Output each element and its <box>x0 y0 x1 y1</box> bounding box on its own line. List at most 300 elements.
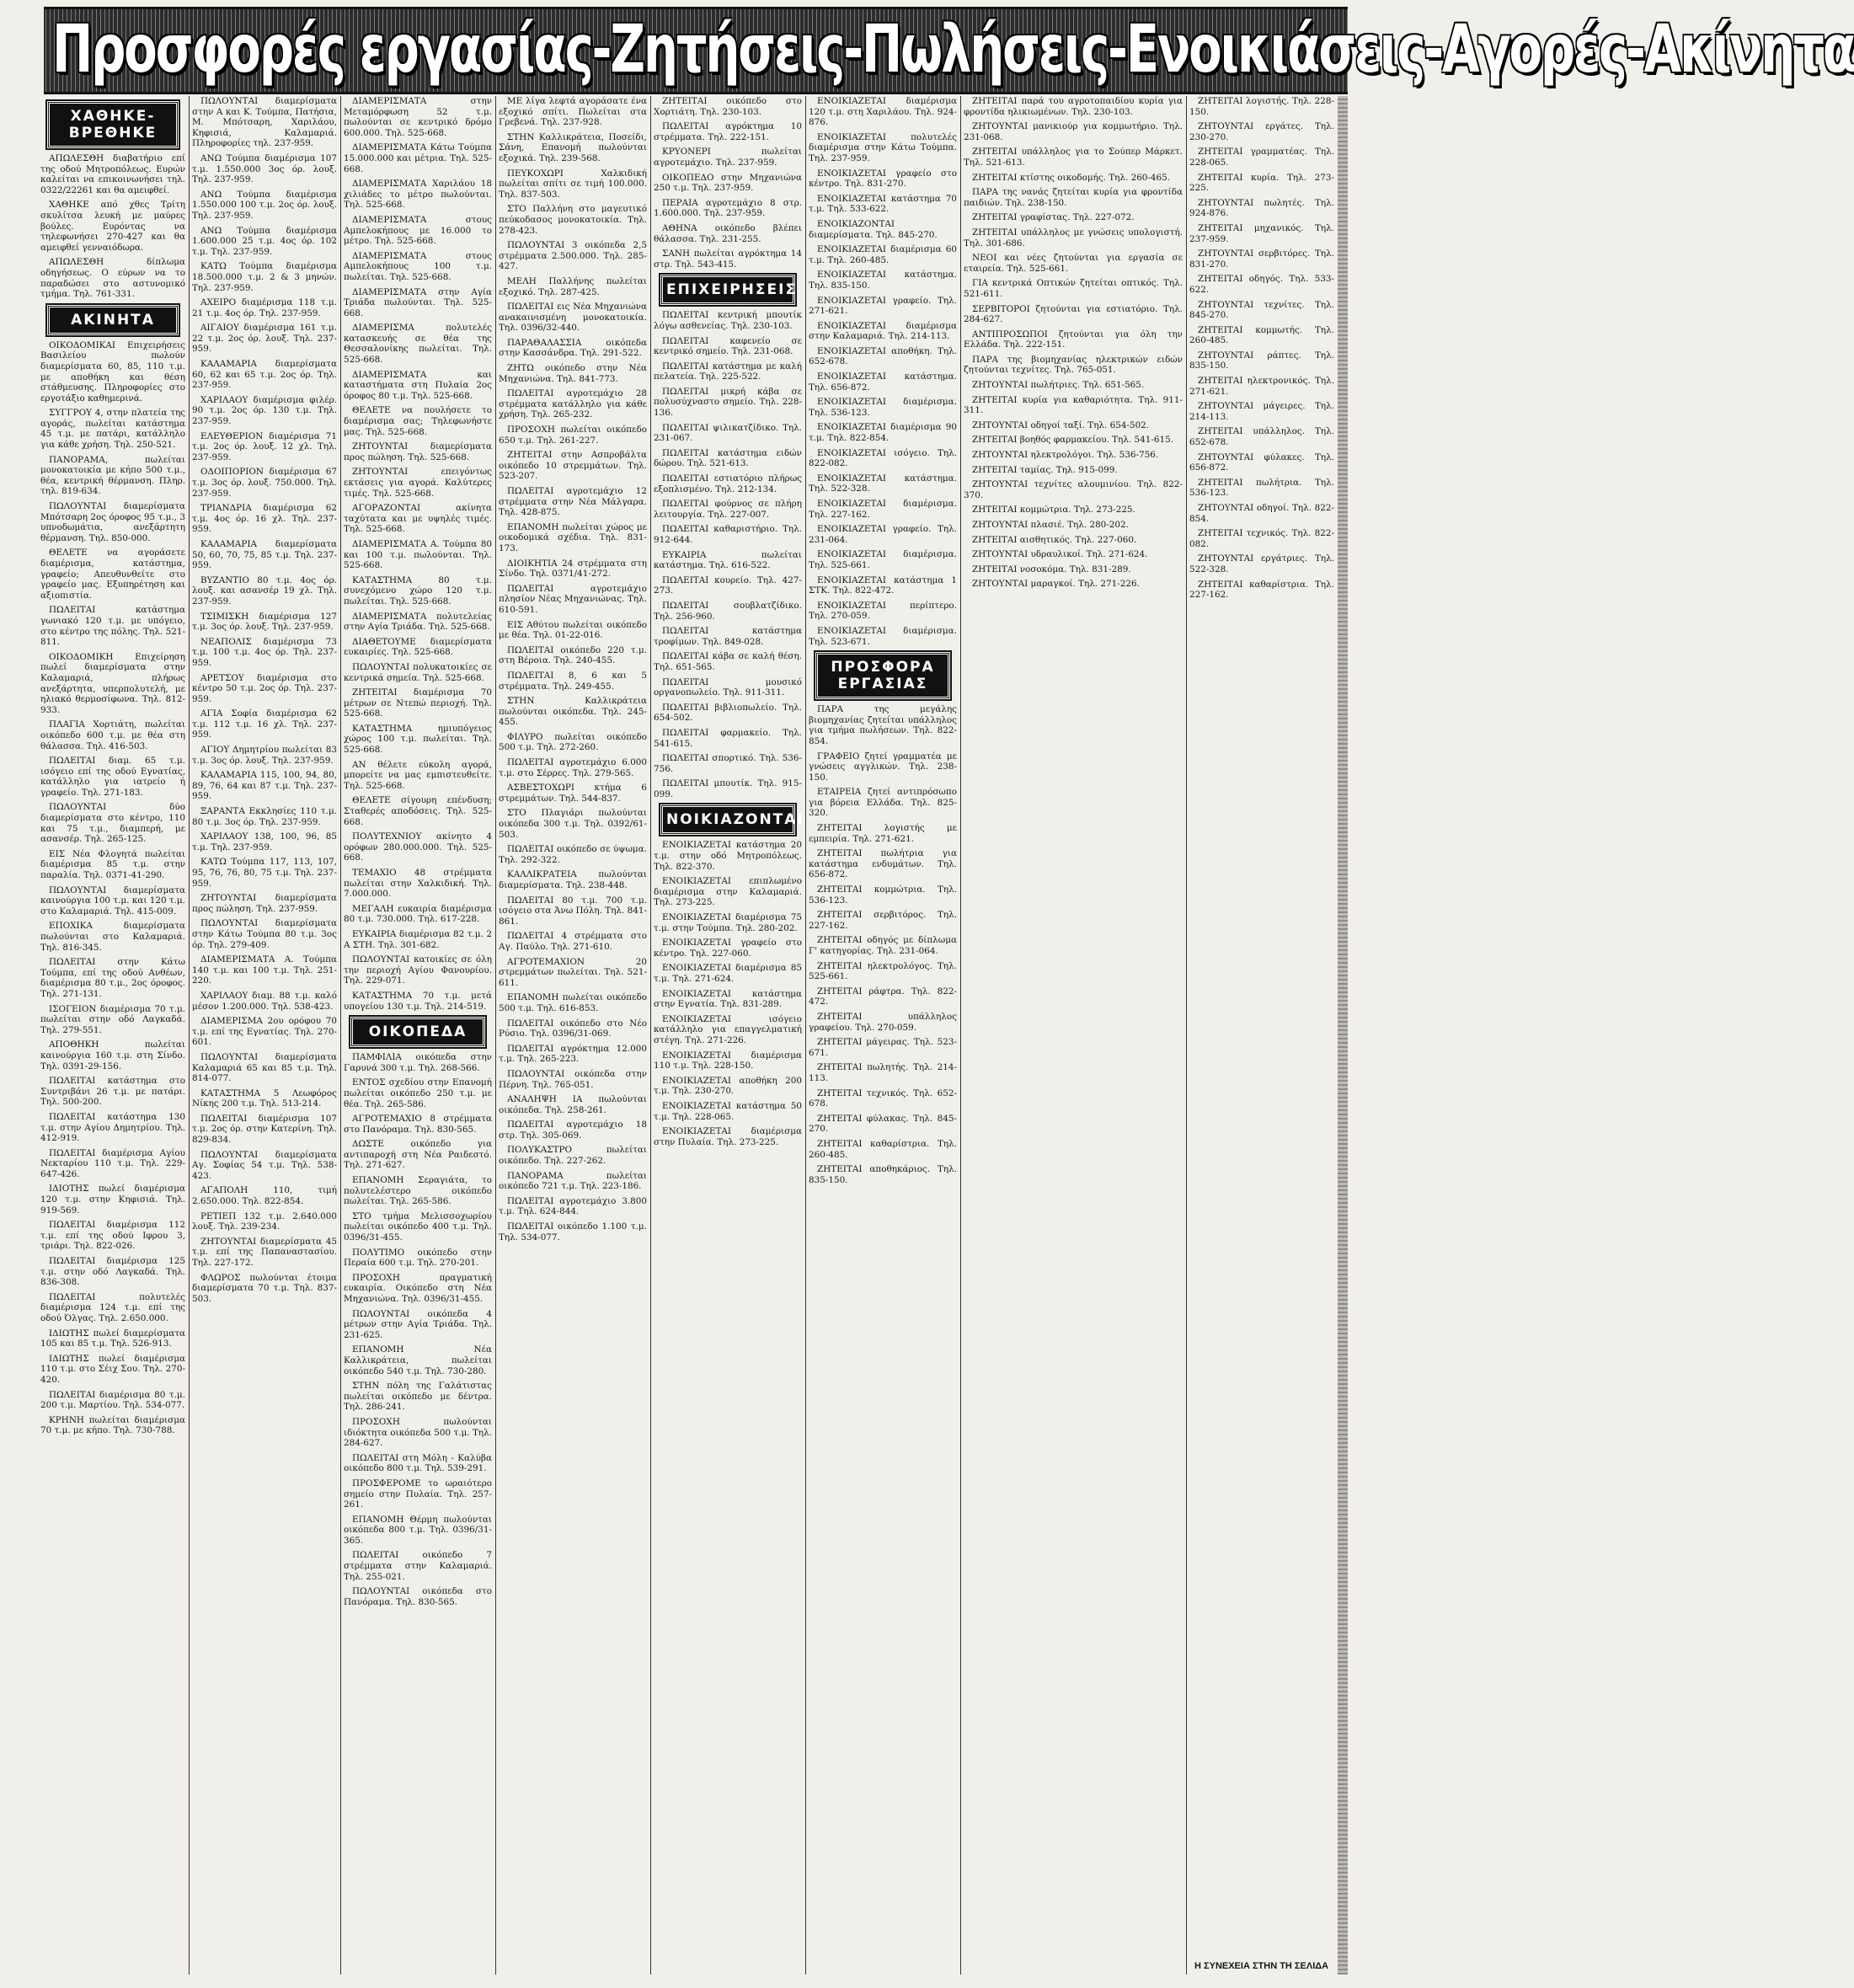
classified-ad: ΖΗΤΕΙΤΑΙ υπάλληλος για το Σούπερ Μάρκετ. Τηλ. 521-613. <box>964 147 1183 168</box>
classified-ad: ΖΗΤΟΥΝΤΑΙ διαμερίσματα προς πώληση. Τηλ. 237-959. <box>192 893 337 914</box>
classified-ad: ΕΝΟΙΚΙΑΖΕΤΑΙ διαμέρισμα στην Καλαμαριά. Τηλ. 214-113. <box>809 320 957 342</box>
classified-ad: ΦΛΩΡΟΣ πωλούνται έτοιμα διαμερίσματα 70 τ.μ. Τηλ. 837-503. <box>192 1272 337 1304</box>
classified-ad: ΓΙΑ κεντρικά Οπτικών ζητείται οπτικός. Τηλ. 521-611. <box>964 278 1183 299</box>
classified-ad: ΖΗΤΟΥΝΤΑΙ μαραγκοί. Τηλ. 271-226. <box>972 579 1140 590</box>
classified-ad: ΕΝΟΙΚΙΑΖΕΤΑΙ διαμέρισμα. Τηλ. 525-661. <box>809 549 957 570</box>
classified-ad: ΦΙΛΥΡΟ πωλείται οικόπεδο 500 τ.μ. Τηλ. 272-260. <box>499 731 647 753</box>
classified-ad: ΠΡΟΣΟΧΗ πωλούνται ιδιόκτητα οικόπεδα 500 τ.μ. Τηλ. 284-627. <box>344 1416 492 1449</box>
section-header-land: ΟΙΚΟΠΕΔΑ <box>350 1017 485 1047</box>
classified-ad: ΔΙΑΜΕΡΙΣΜΑ 2ου ορόφου 70 τ.μ. επί της Εγνατίας. Τηλ. 270-601. <box>192 1016 337 1048</box>
classified-ad: ΠΩΛΕΙΤΑΙ οικόπεδο 220 τ.μ. στη Βέροια. Τηλ. 240-455. <box>499 644 647 666</box>
classified-ad: ΠΩΛΕΙΤΑΙ 8, 6 και 5 στρέμματα. Τηλ. 249-455. <box>499 670 647 692</box>
classified-ad: ΑΝΑΛΗΨΗ ΙΑ πωλούνται οικόπεδα. Τηλ. 258-261. <box>499 1094 647 1115</box>
classified-ad: ΠΩΛΕΙΤΑΙ διαμέρισμα 107 τ.μ. 2ος όρ. στην Κατερίνη. Τηλ. 829-834. <box>192 1113 337 1146</box>
classified-ad: ΣΕΡΒΙΤΟΡΟΙ ζητούνται για εστιατόριο. Τηλ. 284-627. <box>964 303 1183 325</box>
classified-ad: ΑΝΩ Τούμπα διαμέρισμα 1.600.000 25 τ.μ. 4ος όρ. 102 τ.μ. Τηλ. 237-959. <box>192 225 337 257</box>
classified-ad: ΔΙΑΜΕΡΙΣΜΑΤΑ πολυτελείας στην Αγία Τριάδα. Τηλ. 525-668. <box>344 611 492 633</box>
classified-ad: ΕΝΟΙΚΙΑΖΕΤΑΙ διαμέρισμα 110 τ.μ. Τηλ. 228-150. <box>654 1050 802 1071</box>
classified-ad: ΑΝΤΙΠΡΟΣΩΠΟΙ ζητούνται για όλη την Ελλάδα. Τηλ. 222-151. <box>964 329 1183 350</box>
classified-ad: ΖΗΤΟΥΝΤΑΙ τεχνίτες αλουμινίου. Τηλ. 822-370. <box>964 479 1183 500</box>
classified-ad: ΖΗΤΕΙΤΑΙ κομμώτρια. Τηλ. 536-123. <box>809 884 957 906</box>
classified-ad: ΑΡΕΤΣΟΥ διαμέρισμα στο κέντρο 50 τ.μ. 2ος όρ. Τηλ. 237-959. <box>192 672 337 704</box>
column-divider <box>805 96 806 1975</box>
classified-ad: ΠΩΛΕΙΤΑΙ οικόπεδο στο Νέο Ρύσιο. Τηλ. 0396/31-069. <box>499 1018 647 1039</box>
classified-ad: ΔΙΟΙΚΗΤΙΑ 24 στρέμματα στη Σίνδο. Τηλ. 0371/41-272. <box>499 558 647 580</box>
classified-ad: ΖΗΤΕΙΤΑΙ κυρία. Τηλ. 273-225. <box>1189 172 1334 194</box>
classified-ad: ΕΠΟΧΙΚΑ διαμερίσματα πωλούνται στο Καλαμαριά. Τηλ. 816-345. <box>40 921 185 953</box>
classified-ad: ΔΙΑΜΕΡΙΣΜΑΤΑ στους Αμπελοκήπους με 16.000 το μέτρο. Τηλ. 525-668. <box>344 214 492 247</box>
classified-ad: ΖΗΤΕΙΤΑΙ τεχνικός. Τηλ. 822-082. <box>1189 528 1334 549</box>
classified-ad: ΠΑΡΑ της βιομηχανίας ηλεκτρικών ειδών ζητούνται τεχνίτες. Τηλ. 765-051. <box>964 354 1183 376</box>
classified-ad: ΠΩΛΕΙΤΑΙ σουβλατζίδικο. Τηλ. 256-960. <box>654 600 802 622</box>
classified-ad: ΠΩΛΕΙΤΑΙ αγροτεμάχιο 6.000 τ.μ. στο Σέρρες. Τηλ. 279-565. <box>499 757 647 778</box>
classified-ad: ΖΗΤΟΥΝΤΑΙ ράπτες. Τηλ. 835-150. <box>1189 350 1334 371</box>
classified-ad: ΑΠΩΛΕΣΘΗ διαβατήριο επί της οδού Μητροπόλεως. Ευρών καλείται να επικοινωνήσει τηλ. 0322/22261 και θα αμειφθεί. <box>40 153 185 195</box>
classified-ad: ΑΝΩ Τούμπα διαμέρισμα 107 τ.μ. 1.550.000 3ος όρ. λουξ. Τηλ. 237-959. <box>192 152 337 185</box>
classified-ad: ΠΩΛΕΙΤΑΙ κουρείο. Τηλ. 427-273. <box>654 574 802 596</box>
classified-ad: ΖΗΤΕΙΤΑΙ γραμματέας. Τηλ. 228-065. <box>1189 147 1334 168</box>
classified-ad: ΑΣΒΕΣΤΟΧΩΡΙ κτήμα 6 στρεμμάτων. Τηλ. 544-837. <box>499 783 647 804</box>
classified-ad: ΖΗΤΕΙΤΑΙ κομμώτρια. Τηλ. 273-225. <box>972 505 1135 516</box>
classified-ad: ΖΗΤΕΙΤΑΙ λογιστής. Τηλ. 228-150. <box>1189 96 1334 117</box>
classified-ad: ΠΩΛΕΙΤΑΙ διαμέρισμα 112 τ.μ. επί της οδού Ιφρου 3, τριάρι. Τηλ. 822-026. <box>40 1220 185 1252</box>
classified-ad: ΖΗΤΟΥΝΤΑΙ διαμερίσματα προς πώληση. Τηλ. 525-668. <box>344 441 492 462</box>
classified-ad: ΕΝΟΙΚΙΑΖΕΤΑΙ διαμέρισμα 120 τ.μ. στη Χαριλάου. Τηλ. 924-876. <box>809 96 957 128</box>
classified-ad: ΠΡΟΣΟΧΗ πωλείται οικόπεδο 650 τ.μ. Τηλ. 261-227. <box>499 425 647 446</box>
classified-ad: ΠΑΜΦΙΛΙΑ οικόπεδα στην Γαρυνά 300 τ.μ. Τηλ. 268-566. <box>344 1052 492 1073</box>
classified-ad: ΖΗΤΕΙΤΑΙ παρά του αγροτοπαιδίου κυρία για φροντίδα ηλικιωμένων. Τηλ. 230-103. <box>964 96 1183 117</box>
classified-ad: ΠΩΛΕΙΤΑΙ διαμέρισμα Αγίου Νεκταρίου 110 τ.μ. Τηλ. 229-647-426. <box>40 1147 185 1179</box>
classified-ad: ΕΝΟΙΚΙΑΖΕΤΑΙ διαμέρισμα 60 τ.μ. Τηλ. 260-485. <box>809 244 957 265</box>
classified-ad: ΚΡΥΟΝΕΡΙ πωλείται αγροτεμάχιο. Τηλ. 237-959. <box>654 147 802 168</box>
section-header-business: ΕΠΙΧΕΙΡΗΣΕΙΣ <box>660 275 795 305</box>
classified-ad: ΖΗΤΕΙΤΑΙ πωλητής. Τηλ. 214-113. <box>809 1062 957 1083</box>
classified-ad: ΕΝΟΙΚΙΑΖΕΤΑΙ διαμέρισμα. Τηλ. 523-671. <box>809 625 957 647</box>
ad-list <box>964 96 1183 590</box>
classified-ad: ΖΗΤΟΥΝΤΑΙ οδηγοί ταξί. Τηλ. 654-502. <box>972 420 1150 430</box>
ad-list <box>192 96 337 1304</box>
classified-ad: ΕΝΟΙΚΙΑΖΕΤΑΙ διαμέρισμα 75 τ.μ. στην Τούμπα. Τηλ. 280-202. <box>654 912 802 933</box>
classified-ad: ΧΑΡΙΛΑΟΥ 138, 100, 96, 85 τ.μ. Τηλ. 237-959. <box>192 831 337 852</box>
column-divider <box>495 96 496 1975</box>
classified-ad: ΕΝΟΙΚΙΑΖΕΤΑΙ διαμέρισμα. Τηλ. 536-123. <box>809 397 957 418</box>
classified-ad: ΝΕΑΠΟΛΙΣ διαμέρισμα 73 τ.μ. 100 τ.μ. 4ος όρ. Τηλ. 237-959. <box>192 636 337 668</box>
classified-ad: ΕΝΟΙΚΙΑΖΕΤΑΙ ισόγειο κατάλληλο για επαγγελματική στέγη. Τηλ. 271-226. <box>654 1013 802 1045</box>
classified-ad: ΠΩΛΕΙΤΑΙ αγροτεμάχιο 3.800 τ.μ. Τηλ. 624-844. <box>499 1195 647 1217</box>
classified-ad: ΕΝΟΙΚΙΑΖΕΤΑΙ περίπτερο. Τηλ. 270-059. <box>809 600 957 622</box>
classified-ad: ΣΑΝΗ πωλείται αγρόκτημα 14 στρ. Τηλ. 543-415. <box>654 248 802 270</box>
classified-ad: ΘΕΛΕΤΕ να αγοράσετε διαμέρισμα, κατάστημα, γραφείο; Απευθυνθείτε στο γραφείο μας. Εξυπηρέτηση και αξιοπιστία. <box>40 548 185 601</box>
classified-ad: ΑΓΑΠΟΛΗ 110, τιμή 2.650.000. Τηλ. 822-854. <box>192 1185 337 1207</box>
classified-ad: ΠΟΛΥΤΙΜΟ οικόπεδο στην Περαία 600 τ.μ. Τηλ. 270-201. <box>344 1247 492 1269</box>
classified-ad: ΠΩΛΕΙΤΑΙ οικόπεδο 7 στρέμματα στην Καλαμαριά. Τηλ. 255-021. <box>344 1550 492 1582</box>
column-divider <box>960 96 961 1975</box>
classified-ad: ΚΑΤΩ Τούμπα 117, 113, 107, 95, 76, 76, 80, 75 τ.μ. Τηλ. 237-959. <box>192 857 337 889</box>
classified-ad: ΖΗΤΕΙΤΑΙ οδηγός. Τηλ. 533-622. <box>1189 274 1334 295</box>
ad-list <box>654 310 802 799</box>
classified-ad: ΠΩΛΟΥΝΤΑΙ οικόπεδα στο Πανόραμα. Τηλ. 830-565. <box>344 1586 492 1607</box>
classified-ad: ΑΙΓΑΙΟΥ διαμέρισμα 161 τ.μ. 22 τ.μ. 2ος όρ. λουξ. Τηλ. 237-959. <box>192 323 337 355</box>
classified-ad: ΕΝΟΙΚΙΑΖΕΤΑΙ κατάστημα στην Εγνατία. Τηλ. 831-289. <box>654 988 802 1010</box>
classified-ad: ΚΑΤΑΣΤΗΜΑ 5 Λεωφόρος Νίκης 200 τ.μ. Τηλ. 513-214. <box>192 1088 337 1109</box>
classified-ad: ΖΗΤΕΙΤΑΙ ηλεκτρονικός. Τηλ. 271-621. <box>1189 376 1334 397</box>
classified-ad: ΔΙΑΜΕΡΙΣΜΑΤΑ και καταστήματα στη Πυλαία 2ος όροφος 80 τ.μ. Τηλ. 525-668. <box>344 369 492 401</box>
classified-ad: ΠΡΟΣΦΕΡΟΜΕ το ωραιότερο σημείο στην Πυλαία. Τηλ. 257-261. <box>344 1478 492 1510</box>
classified-ad: ΑΧΕΙΡΟ διαμέρισμα 118 τ.μ. 21 τ.μ. 4ος όρ. Τηλ. 237-959. <box>192 297 337 318</box>
classified-ad: ΘΕΛΕΤΕ να πουλήσετε το διαμέρισμα σας; Τηλεφωνήστε μας. Τηλ. 525-668. <box>344 405 492 437</box>
classified-ad: ΕΝΟΙΚΙΑΖΕΤΑΙ ισόγειο. Τηλ. 822-082. <box>809 447 957 469</box>
classified-ad: ΕΠΑΝΟΜΗ πωλείται οικόπεδο 500 τ.μ. Τηλ. 616-853. <box>499 992 647 1013</box>
classified-ad: ΖΗΤΕΙΤΑΙ αισθητικός. Τηλ. 227-060. <box>972 534 1137 545</box>
section-header-rent: ΝΟΙΚΙΑΖΟΝΤΑΙ <box>660 804 795 835</box>
classified-ad: ΠΩΛΟΥΝΤΑΙ διαμερίσματα καινούργια 100 τ.μ. και 120 τ.μ. στο Καλαμαριά. Τηλ. 415-009. <box>40 884 185 917</box>
classified-ad: ΖΗΤΩ οικόπεδο στην Νέα Μηχανιώνα. Τηλ. 841-773. <box>499 363 647 384</box>
classified-ad: ΖΗΤΕΙΤΑΙ ταμίας. Τηλ. 915-099. <box>972 464 1118 475</box>
classified-ad: ΠΟΛΥΤΕΧΝΙΟΥ ακίνητο 4 ορόφων 280.000.000. Τηλ. 525-668. <box>344 831 492 863</box>
classified-ad: ΧΑΡΙΛΑΟΥ διαμ. 88 τ.μ. καλό μέσον 1.200.000. Τηλ. 538-423. <box>192 990 337 1012</box>
classified-ad: ΑΓΙΟΥ Δημητρίου πωλείται 83 τ.μ. 3ος όρ. λουξ. Τηλ. 237-959. <box>192 745 337 766</box>
classified-ad: ΟΙΚΟΔΟΜΙΚΑΙ Επιχειρήσεις Βασιλείου πωλούν διαμερίσματα 60, 85, 110 τ.μ. με αποθήκη και θέση στάθμευσης. Πληροφορίες στο εργοτάξιο καθημερινά. <box>40 339 185 403</box>
classified-ad: ΖΗΤΕΙΤΑΙ υπάλληλος γραφείου. Τηλ. 270-059. <box>809 1011 957 1033</box>
classified-ad: ΖΗΤΕΙΤΑΙ οδηγός με δίπλωμα Γ' κατηγορίας. Τηλ. 231-064. <box>809 935 957 956</box>
classified-ad: ΖΗΤΕΙΤΑΙ κτίστης οικοδομής. Τηλ. 260-465. <box>972 172 1171 183</box>
classified-ad: ΖΗΤΕΙΤΑΙ νοσοκόμα. Τηλ. 831-289. <box>972 564 1131 574</box>
classified-ad: ΠΩΛΕΙΤΑΙ καθαριστήριο. Τηλ. 912-644. <box>654 524 802 545</box>
classified-ad: ΕΝΟΙΚΙΑΖΕΤΑΙ κατάστημα. Τηλ. 835-150. <box>809 270 957 291</box>
classified-ad: ΠΑΡΑΘΑΛΑΣΣΙΑ οικόπεδα στην Κασσάνδρα. Τηλ. 291-522. <box>499 337 647 359</box>
classified-ad: ΖΗΤΕΙΤΑΙ κυρία για καθαριότητα. Τηλ. 911-311. <box>964 394 1183 416</box>
classified-ad: ΔΙΑΜΕΡΙΣΜΑΤΑ Κάτω Τούμπα 15.000.000 και μέτρια. Τηλ. 525-668. <box>344 142 492 174</box>
column-3 <box>344 96 492 1975</box>
column-4 <box>499 96 647 1975</box>
classified-ad: ΖΗΤΟΥΝΤΑΙ οδηγοί. Τηλ. 822-854. <box>1189 503 1334 524</box>
classified-ad: ΑΓΟΡΑΖΟΝΤΑΙ ακίνητα ταχύτατα και με υψηλές τιμές. Τηλ. 525-668. <box>344 503 492 535</box>
classified-ad: ΑΓΙΑ Σοφία διαμέρισμα 62 τ.μ. 112 τ.μ. 16 χλ. Τηλ. 237-959. <box>192 708 337 740</box>
classified-ad: ΖΗΤΕΙΤΑΙ κομμωτής. Τηλ. 260-485. <box>1189 324 1334 346</box>
classified-ad: ΠΩΛΕΙΤΑΙ εις Νέα Μηχανιώνα ανακαινισμένη μονοκατοικία. Τηλ. 0396/32-440. <box>499 302 647 334</box>
classified-ad: ΖΗΤΕΙΤΑΙ διαμέρισμα 70 μέτρων σε Ντεπώ περιοχή. Τηλ. 525-668. <box>344 687 492 719</box>
classified-ad: ΠΑΡΑ της νανάς ζητείται κυρία για φροντίδα παιδιών. Τηλ. 238-150. <box>964 187 1183 208</box>
classified-ad: ΠΩΛΕΙΤΑΙ διαμέρισμα 80 τ.μ. 200 τ.μ. Μαρτίου. Τηλ. 534-077. <box>40 1389 185 1411</box>
classified-ad: ΠΩΛΕΙΤΑΙ μουσικό οργανοπωλείο. Τηλ. 911-311. <box>654 676 802 698</box>
page-edge <box>1338 96 1348 1975</box>
classified-ad: ΤΕΜΑΧΙΟ 48 στρέμματα πωλείται στην Χαλκιδική. Τηλ. 7.000.000. <box>344 868 492 900</box>
column-6 <box>809 96 957 1975</box>
classified-ad: ΠΩΛΕΙΤΑΙ κατάστημα με καλή πελατεία. Τηλ. 225-522. <box>654 361 802 382</box>
classified-ad: ΤΣΙΜΙΣΚΗ διαμέρισμα 127 τ.μ. 3ος όρ. λουξ. Τηλ. 237-959. <box>192 611 337 633</box>
classified-ad: ΠΩΛΕΙΤΑΙ αγροτεμάχιο 12 στρέμματα στην Νέα Μάλγαρα. Τηλ. 428-875. <box>499 486 647 518</box>
classified-ad: ΠΩΛΕΙΤΑΙ 80 τ.μ. 700 τ.μ. ισόγειο στα Άνω Πόλη. Τηλ. 841-861. <box>499 895 647 927</box>
classified-ad: ΖΗΤΟΥΝΤΑΙ πωλητές. Τηλ. 924-876. <box>1189 197 1334 219</box>
classified-ad: ΞΑΡΑΝΤΑ Εκκλησίες 110 τ.μ. 80 τ.μ. 3ος όρ. Τηλ. 237-959. <box>192 806 337 827</box>
classified-ad: ΖΗΤΕΙΤΑΙ μηχανικός. Τηλ. 237-959. <box>1189 222 1334 244</box>
classified-ad: ΠΑΡΑ της μεγάλης βιομηχανίας ζητείται υπάλληλος για τμήμα πωλήσεων. Τηλ. 822-854. <box>809 704 957 746</box>
classified-ad: ΖΗΤΕΙΤΑΙ υπάλληλος με γνώσεις υπολογιστή. Τηλ. 301-686. <box>964 227 1183 248</box>
ad-list <box>344 96 492 1012</box>
classified-ad: ΖΗΤΕΙΤΑΙ σερβιτόρος. Τηλ. 227-162. <box>809 910 957 931</box>
classified-ad: ΔΙΑΜΕΡΙΣΜΑΤΑ Α. Τούμπα 140 τ.μ. και 100 τ.μ. Τηλ. 251-220. <box>192 954 337 986</box>
classified-ad: ΖΗΤΕΙΤΑΙ φύλακας. Τηλ. 845-270. <box>809 1113 957 1135</box>
classified-ad: ΖΗΤΟΥΝΤΑΙ σερβιτόρες. Τηλ. 831-270. <box>1189 248 1334 270</box>
classified-ad: ΕΝΤΟΣ σχεδίου στην Επανομή πωλείται οικόπεδο 250 τ.μ. με θέα. Τηλ. 265-586. <box>344 1077 492 1109</box>
classified-ad: ΖΗΤΟΥΝΤΑΙ τεχνίτες. Τηλ. 845-270. <box>1189 299 1334 321</box>
classified-ad: ΚΑΤΑΣΤΗΜΑ 80 τ.μ. συνεχόμενο χώρο 120 τ.μ. πωλείται. Τηλ. 525-668. <box>344 574 492 607</box>
classified-ad: ΠΕΥΚΟΧΩΡΙ Χαλκιδική πωλείται σπίτι σε τιμή 100.000. Τηλ. 837-503. <box>499 168 647 200</box>
classified-ad: ΖΗΤΕΙΤΑΙ πωλήτρια για κατάστημα ενδυμάτων. Τηλ. 656-872. <box>809 848 957 880</box>
classified-ad: ΙΔΙΩΤΗΣ πωλεί διαμέρισμα 110 τ.μ. στο Σέιχ Σου. Τηλ. 270-420. <box>40 1353 185 1385</box>
column-8 <box>1189 96 1334 1954</box>
ad-list <box>40 340 185 1436</box>
classified-ad: ΣΥΓΓΡΟΥ 4, στην πλατεία της αγοράς, πωλείται κατάστημα 45 τ.μ. με πατάρι, κατάλληλο για κάθε χρήση. Τηλ. 250-521. <box>40 408 185 451</box>
classified-ad: ΕΝΟΙΚΙΑΖΕΤΑΙ διαμέρισμα. Τηλ. 227-162. <box>809 499 957 520</box>
ad-list <box>809 96 957 647</box>
classified-ad: ΠΩΛΟΥΝΤΑΙ οικόπεδα στην Πέρνη. Τηλ. 765-051. <box>499 1068 647 1090</box>
classified-ad: ΠΩΛΕΙΤΑΙ οικόπεδο σε ύψωμα. Τηλ. 292-322. <box>499 844 647 865</box>
classified-ad: ΕΝΟΙΚΙΑΖΕΤΑΙ διαμέρισμα 85 τ.μ. Τηλ. 271-624. <box>654 963 802 984</box>
classified-ad: ΚΑΤΩ Τούμπα διαμέρισμα 18.500.000 τ.μ. 2 & 3 μηνών. Τηλ. 237-959. <box>192 261 337 293</box>
classified-ad: ΕΝΟΙΚΙΑΖΕΤΑΙ διαμέρισμα στην Πυλαία. Τηλ. 273-225. <box>654 1126 802 1147</box>
classified-ad: ΠΩΛΕΙΤΑΙ κατάστημα γωνιακό 120 τ.μ. με υπόγειο, στο κέντρο της πόλης. Τηλ. 521-811. <box>40 605 185 648</box>
classified-ad: ΖΗΤΕΙΤΑΙ οικόπεδο στο Χορτιάτη. Τηλ. 230-103. <box>654 96 802 117</box>
classified-ad: ΠΑΝΟΡΑΜΑ πωλείται οικόπεδο 721 τ.μ. Τηλ. 223-186. <box>499 1170 647 1192</box>
column-divider <box>1186 96 1187 1975</box>
classified-ad: ΖΗΤΟΥΝΤΑΙ εργάτες. Τηλ. 230-270. <box>1189 121 1334 142</box>
classified-ad: ΖΗΤΕΙΤΑΙ μάγειρας. Τηλ. 523-671. <box>809 1037 957 1058</box>
classified-ad: ΧΑΘΗΚΕ από χθες Τρίτη σκυλίτσα λευκή με μαύρες βούλες. Ευρόντας να τηλεφωνήσει 270-427 και θα αμειφθεί γενναιόδωρα. <box>40 200 185 253</box>
classified-ad: ΠΩΛΕΙΤΑΙ κατάστημα 130 τ.μ. στην Αγίου Δημητρίου. Τηλ. 412-919. <box>40 1111 185 1144</box>
classified-ad: ΖΗΤΟΥΝΤΑΙ υδραυλικοί. Τηλ. 271-624. <box>972 549 1148 560</box>
classified-ad: ΑΠΩΛΕΣΘΗ δίπλωμα οδηγήσεως. Ο εύρων να το παραδώσει στο αστυνομικό τμήμα. Τηλ. 761-331. <box>40 257 185 300</box>
classified-ad: ΙΔΙΟΤΗΣ πωλεί διαμέρισμα 120 τ.μ. στην Κηφισιά. Τηλ. 919-569. <box>40 1184 185 1216</box>
classified-ad: ΚΑΛΛΙΚΡΑΤΕΙΑ πωλούνται διαμερίσματα. Τηλ. 238-448. <box>499 869 647 890</box>
classified-ad: ΕΝΟΙΚΙΑΖΕΤΑΙ γραφείο. Τηλ. 271-621. <box>809 295 957 317</box>
classified-ad: ΟΙΚΟΔΟΜΙΚΗ Επιχείρηση πωλεί διαμερίσματα στην Καλαμαριά, πλήρως ανεξάρτητα, υπερπολυτελή, με ηλιακό θερμοσίφωνα. Τηλ. 812-933. <box>40 651 185 715</box>
page-title: Προσφορές εργασίας-Ζητήσεις-Πωλήσεις-Ενοικιάσεις-Αγορές-Ακίνητα <box>52 12 1854 88</box>
classified-ad: ΕΝΟΙΚΙΑΖΕΤΑΙ γραφείο στο κέντρο. Τηλ. 227-060. <box>654 938 802 959</box>
classified-ad: ΕΝΟΙΚΙΑΖΕΤΑΙ πολυτελές διαμέρισμα στην Κάτω Τούμπα. Τηλ. 237-959. <box>809 131 957 163</box>
continuation-note: Η ΣΥΝΕΧΕΙΑ ΣΤΗΝ ΤΗ ΣΕΛΙΔΑ <box>1194 1961 1329 1971</box>
classified-ad: ΑΓΡΟΤΕΜΑΧΙΟ 8 στρέμματα στο Πανόραμα. Τηλ. 830-565. <box>344 1114 492 1135</box>
classified-ad: ΘΕΛΕΤΕ σίγουρη επένδυση; Σταθερές αποδόσεις. Τηλ. 525-668. <box>344 795 492 827</box>
classified-ad: ΕΥΚΑΙΡΙΑ διαμέρισμα 82 τ.μ. 2 Α ΣΤΗ. Τηλ. 301-682. <box>344 928 492 950</box>
classified-ad: ΕΝΟΙΚΙΑΖΕΤΑΙ κατάστημα 50 τ.μ. Τηλ. 228-065. <box>654 1100 802 1122</box>
classified-ad: ΚΑΛΑΜΑΡΙΑ διαμερίσματα 50, 60, 70, 75, 85 τ.μ. Τηλ. 237-959. <box>192 538 337 571</box>
classified-ad: ΠΩΛΕΙΤΑΙ στη Μόλη - Καλύβα οικόπεδο 800 τ.μ. Τηλ. 539-291. <box>344 1452 492 1474</box>
classified-ad: ΠΩΛΟΥΝΤΑΙ διαμερίσματα στην Κάτω Τούμπα 80 τ.μ. 3ος όρ. Τηλ. 279-409. <box>192 918 337 950</box>
classified-ad: ΕΠΑΝΟΜΗ Νέα Καλλικράτεια, πωλείται οικόπεδο 540 τ.μ. Τηλ. 730-280. <box>344 1344 492 1376</box>
page-banner <box>44 7 1854 94</box>
classified-ad: ΕΝΟΙΚΙΑΖΕΤΑΙ γραφείο στο κέντρο. Τηλ. 831-270. <box>809 168 957 190</box>
classified-ad: ΕΝΟΙΚΙΑΖΕΤΑΙ επιπλωμένο διαμέρισμα στην Καλαμαριά. Τηλ. 273-225. <box>654 876 802 908</box>
classified-ad: ΕΠΑΝΟΜΗ Σεραγιάτα, το πολυτελέστερο οικόπεδο πωλείται. Τηλ. 265-586. <box>344 1175 492 1207</box>
classified-ad: ΠΩΛΟΥΝΤΑΙ οικόπεδα 4 μέτρων στην Αγία Τριάδα. Τηλ. 231-625. <box>344 1308 492 1340</box>
classified-ad: ΣΤΟ τμήμα Μελισσοχωρίου πωλείται οικόπεδο 400 τ.μ. Τηλ. 0396/31-455. <box>344 1210 492 1243</box>
classified-ad: ΠΕΡΑΙΑ αγροτεμάχιο 8 στρ. 1.600.000. Τηλ. 237-959. <box>654 197 802 219</box>
section-header-jobs: ΠΡΟΣΦΟΡΑ ΕΡΓΑΣΙΑΣ <box>815 652 950 699</box>
classified-ad: ΑΠΟΘΗΚΗ πωλείται καινούργια 160 τ.μ. στη Σίνδο. Τηλ. 0391-29-156. <box>40 1039 185 1071</box>
classified-ad: ΟΔΟΙΠΟΡΙΟΝ διαμέρισμα 67 τ.μ. 3ος όρ. λουξ. 750.000. Τηλ. 237-959. <box>192 467 337 499</box>
classified-ad: ΕΠΑΝΟΜΗ πωλείται χώρος με οικοδομικά σχέδια. Τηλ. 831-173. <box>499 521 647 553</box>
classified-ad: ΑΓΡΟΤΕΜΑΧΙΟΝ 20 στρεμμάτων πωλείται. Τηλ. 521-611. <box>499 956 647 988</box>
classified-ad: ΕΠΑΝΟΜΗ Θέρμη πωλούνται οικόπεδα 800 τ.μ. Τηλ. 0396/31-365. <box>344 1514 492 1546</box>
ad-list <box>654 96 802 270</box>
classified-ad: ΔΙΑΜΕΡΙΣΜΑ πολυτελές κατασκευής σε θέα της Θεσσαλονίκης πωλείται. Τηλ. 525-668. <box>344 323 492 366</box>
classified-ad: ΕΝΟΙΚΙΑΖΕΤΑΙ κατάστημα. Τηλ. 522-328. <box>809 473 957 494</box>
column-divider <box>650 96 651 1975</box>
classified-ad: ΖΗΤΕΙΤΑΙ αποθηκάριος. Τηλ. 835-150. <box>809 1164 957 1185</box>
classified-ad: ΕΛΕΥΘΕΡΙΟΝ διαμέρισμα 71 τ.μ. 2ος όρ. λουξ. 12 χλ. Τηλ. 237-959. <box>192 430 337 462</box>
classified-ad: ΠΩΛΕΙΤΑΙ κάβα σε καλή θέση. Τηλ. 651-565. <box>654 651 802 672</box>
classified-ad: ΜΕ λίγα λεφτά αγοράσατε ένα εξοχικό σπίτι. Πωλείται στα Γρεβενά. Τηλ. 237-928. <box>499 96 647 128</box>
classified-ad: ΠΡΟΣΟΧΗ πραγματική ευκαιρία. Οικόπεδο στη Νέα Μηχανιώνα. Τηλ. 0396/31-455. <box>344 1272 492 1304</box>
classified-ad: ΚΑΤΑΣΤΗΜΑ 70 τ.μ. μετά υπογείου 130 τ.μ. Τηλ. 214-519. <box>344 990 492 1012</box>
classified-ad: ΠΛΑΓΙΑ Χορτιάτη, πωλείται οικόπεδο 600 τ.μ. με θέα στη θάλασσα. Τηλ. 416-503. <box>40 719 185 751</box>
classified-ad: ΚΑΛΑΜΑΡΙΑ διαμερίσματα 60, 62 και 65 τ.μ. 2ος όρ. Τηλ. 237-959. <box>192 359 337 391</box>
classified-ad: ΠΟΛΥΚΑΣΤΡΟ πωλείται οικόπεδο. Τηλ. 227-262. <box>499 1145 647 1167</box>
ad-list <box>40 153 185 300</box>
classified-ad: ΝΕΟΙ και νέες ζητούνται για εργασία σε εταιρεία. Τηλ. 525-661. <box>964 253 1183 274</box>
classified-ad: ΑΝ θέλετε εύκολη αγορά, μπορείτε να μας εμπιστευθείτε. Τηλ. 525-668. <box>344 759 492 791</box>
classified-ad: ΖΗΤΕΙΤΑΙ στην Ασπροβάλτα οικόπεδο 10 στρεμμάτων. Τηλ. 523-207. <box>499 450 647 482</box>
classified-ad: ΠΩΛΟΥΝΤΑΙ πολυκατοικίες σε κεντρικά σημεία. Τηλ. 525-668. <box>344 661 492 683</box>
classified-ad: ΠΩΛΕΙΤΑΙ βιβλιοπωλείο. Τηλ. 654-502. <box>654 702 802 724</box>
column-divider <box>189 96 190 1975</box>
classified-ad: ΕΥΚΑΙΡΙΑ πωλείται κατάστημα. Τηλ. 616-522. <box>654 549 802 571</box>
ad-list <box>1189 96 1334 601</box>
column-1 <box>40 96 185 1975</box>
classified-ad: ΠΩΛΟΥΝΤΑΙ διαμερίσματα Μπότσαρη 2ος όροφος 95 τ.μ., 3 υπνοδωμάτια, ανεξάρτητη θέρμανση. Τηλ. 850-000. <box>40 501 185 543</box>
classified-ad: ΕΙΣ Αθύτου πωλείται οικόπεδο με θέα. Τηλ. 01-22-016. <box>499 619 647 641</box>
classified-ad: ΠΩΛΕΙΤΑΙ αγρόκτημα 12.000 τ.μ. Τηλ. 265-223. <box>499 1043 647 1065</box>
classified-ad: ΡΕΤΙΕΠ 132 τ.μ. 2.640.000 λουξ. Τηλ. 239-234. <box>192 1210 337 1232</box>
classified-ad: ΖΗΤΕΙΤΑΙ καθαρίστρια. Τηλ. 227-162. <box>1189 579 1334 601</box>
classified-ad: ΠΩΛΕΙΤΑΙ κεντρική μπουτίκ λόγω ασθενείας. Τηλ. 230-103. <box>654 310 802 331</box>
classified-ad: ΔΙΑΜΕΡΙΣΜΑΤΑ Χαριλάου 18 χιλιάδες το μέτρο πωλούνται. Τηλ. 525-668. <box>344 179 492 211</box>
classified-ad: ΜΕΛΗ Παλλήνης πωλείται εξοχικό. Τηλ. 287-425. <box>499 275 647 297</box>
classified-ad: ΠΩΛΟΥΝΤΑΙ δύο διαμερίσματα στο κέντρο, 110 και 75 τ.μ., διαμπερή, με ασανσέρ. Τηλ. 265-125. <box>40 802 185 845</box>
classified-ad: ΠΩΛΟΥΝΤΑΙ διαμερίσματα στην Α και Κ. Τούμπα, Πατήσια, Μ. Μπότσαρη, Χαριλάου, Κηφισιά, Καλαμαριά. Πληροφορίες τηλ. 237-959. <box>192 96 337 149</box>
classified-ad: ΖΗΤΕΙΤΑΙ ράφτρα. Τηλ. 822-472. <box>809 986 957 1007</box>
classified-ad: ΠΩΛΕΙΤΑΙ αγροτεμάχιο 28 στρέμματα κατάλληλο για κάθε χρήση. Τηλ. 265-232. <box>499 388 647 420</box>
classified-ad: ΠΩΛΕΙΤΑΙ σπορτικό. Τηλ. 536-756. <box>654 753 802 774</box>
classified-ad: ΠΩΛΕΙΤΑΙ 4 στρέμματα στο Αγ. Παύλο. Τηλ. 271-610. <box>499 931 647 952</box>
classified-ad: ΠΩΛΕΙΤΑΙ διαμ. 65 τ.μ. ισόγειο επί της οδού Εγνατίας, κατάλληλο για ιατρείο ή γραφείο. Τηλ. 271-183. <box>40 756 185 798</box>
classified-ad: ΠΩΛΕΙΤΑΙ φούρνος σε πλήρη λειτουργία. Τηλ. 227-007. <box>654 499 802 520</box>
classified-ad: ΖΗΤΟΥΝΤΑΙ ηλεκτρολόγοι. Τηλ. 536-756. <box>972 450 1159 461</box>
classified-ad: ΖΗΤΕΙΤΑΙ ηλεκτρολόγος. Τηλ. 525-661. <box>809 960 957 982</box>
classified-ad: ΔΙΑΘΕΤΟΥΜΕ διαμερίσματα ευκαιρίες. Τηλ. 525-668. <box>344 636 492 658</box>
classified-ad: ΙΔΙΩΤΗΣ πωλεί διαμερίσματα 105 και 85 τ.μ. Τηλ. 526-913. <box>40 1328 185 1349</box>
classified-ad: ΠΩΛΟΥΝΤΑΙ διαμερίσματα Καλαμαριά 65 και 85 τ.μ. Τηλ. 814-077. <box>192 1051 337 1084</box>
classified-ad: ΠΩΛΕΙΤΑΙ κατάστημα ειδών δώρου. Τηλ. 521-613. <box>654 447 802 469</box>
classified-ad: ΔΩΣΤΕ οικόπεδο για αντιπαροχή στη Νέα Ραιδεστό. Τηλ. 271-627. <box>344 1139 492 1171</box>
classified-ad: ΕΝΟΙΚΙΑΖΕΤΑΙ αποθήκη. Τηλ. 652-678. <box>809 345 957 367</box>
classified-ad: ΖΗΤΟΥΝΤΑΙ εργάτριες. Τηλ. 522-328. <box>1189 553 1334 574</box>
classified-ad: ΖΗΤΟΥΝΤΑΙ φύλακες. Τηλ. 656-872. <box>1189 452 1334 473</box>
classified-ad: ΕΝΟΙΚΙΑΖΕΤΑΙ αποθήκη 200 τ.μ. Τηλ. 230-270. <box>654 1075 802 1097</box>
classified-ad: ΠΩΛΕΙΤΑΙ καφενείο σε κεντρικό σημείο. Τηλ. 231-068. <box>654 335 802 357</box>
classified-ad: ΣΤΗΝ Καλλικράτεια, Ποσείδι, Σάνη, Επανομή πωλούνται εξοχικά. Τηλ. 239-568. <box>499 131 647 163</box>
column-7 <box>964 96 1183 1975</box>
classified-ad: ΒΥΖΑΝΤΙΟ 80 τ.μ. 4ος όρ. λουξ. και ασανσέρ 19 χλ. Τηλ. 237-959. <box>192 574 337 607</box>
classified-ad: ΣΤΟ Πλαγιάρι πωλούνται οικόπεδα 300 τ.μ. Τηλ. 0392/61-503. <box>499 808 647 840</box>
classified-ad: ΠΩΛΕΙΤΑΙ εστιατόριο πλήρως εξοπλισμένο. Τηλ. 212-134. <box>654 473 802 494</box>
classified-ad: ΠΩΛΕΙΤΑΙ αγροτεμάχιο πλησίον Νέας Μηχανιώνας. Τηλ. 610-591. <box>499 583 647 615</box>
classified-ad: ΕΙΣ Νέα Φλογητά πωλείται διαμέρισμα 85 τ.μ. στην παραλία. Τηλ. 0371-41-290. <box>40 848 185 881</box>
classified-ad: ΕΝΟΙΚΙΑΖΕΤΑΙ κατάστημα 70 τ.μ. Τηλ. 533-622. <box>809 193 957 215</box>
column-2 <box>192 96 337 1975</box>
classified-ad: ΕΝΟΙΚΙΑΖΕΤΑΙ γραφείο. Τηλ. 231-064. <box>809 524 957 545</box>
classified-ad: ΕΝΟΙΚΙΑΖΕΤΑΙ κατάστημα 20 τ.μ. στην οδό Μητροπόλεως. Τηλ. 822-370. <box>654 840 802 872</box>
classified-ad: ΖΗΤΟΥΝΤΑΙ μάγειρες. Τηλ. 214-113. <box>1189 401 1334 422</box>
classified-ad: ΕΝΟΙΚΙΑΖΕΤΑΙ κατάστημα 1 ΣΤΚ. Τηλ. 822-472. <box>809 574 957 596</box>
classified-ad: ΜΕΓΑΛΗ ευκαιρία διαμέρισμα 80 τ.μ. 730.000. Τηλ. 617-228. <box>344 903 492 925</box>
classified-ad: ΕΝΟΙΚΙΑΖΕΤΑΙ διαμέρισμα 90 τ.μ. Τηλ. 822-854. <box>809 422 957 444</box>
classified-ad: ΑΘΗΝΑ οικόπεδο βλέπει θάλασσα. Τηλ. 231-255. <box>654 222 802 244</box>
classified-ad: ΕΝΟΙΚΙΑΖΕΤΑΙ κατάστημα. Τηλ. 656-872. <box>809 371 957 393</box>
classified-ad: ΖΗΤΟΥΝΤΑΙ διαμερίσματα 45 τ.μ. επί της Παπαναστασίου. Τηλ. 227-172. <box>192 1236 337 1268</box>
classified-ad: ΠΩΛΕΙΤΑΙ φαρμακείο. Τηλ. 541-615. <box>654 727 802 749</box>
column-divider <box>340 96 341 1975</box>
classified-ad: ΠΩΛΕΙΤΑΙ μικρή κάβα σε πολυσύχναστο σημείο. Τηλ. 228-136. <box>654 386 802 419</box>
classified-ad: ΠΩΛΕΙΤΑΙ κατάστημα στο Συντριβάνι 26 τ.μ. με πατάρι. Τηλ. 500-200. <box>40 1076 185 1108</box>
classified-ad: ΖΗΤΟΥΝΤΑΙ πλασιέ. Τηλ. 280-202. <box>972 520 1129 530</box>
classified-ad: ΠΩΛΟΥΝΤΑΙ 3 οικόπεδα 2,5 στρέμματα 2.500.000. Τηλ. 285-427. <box>499 240 647 272</box>
classified-ad: ΔΙΑΜΕΡΙΣΜΑΤΑ στην Μεταμόρφωση 52 τ.μ. πωλούνται σε κεντρικό δρόμο 600.000. Τηλ. 525-668. <box>344 96 492 138</box>
classified-ad: ΖΗΤΕΙΤΑΙ καθαρίστρια. Τηλ. 260-485. <box>809 1138 957 1160</box>
section-header-lost-found: ΧΑΘΗΚΕ-ΒΡΕΘΗΚΕ <box>47 101 179 148</box>
column-5 <box>654 96 802 1975</box>
classified-ad: ΠΩΛΕΙΤΑΙ πολυτελές διαμέρισμα 124 τ.μ. επί της οδού Όλγας. Τηλ. 2.650.000. <box>40 1291 185 1323</box>
ad-list <box>809 704 957 1185</box>
classified-ad: ΔΙΑΜΕΡΙΣΜΑΤΑ στην Αγία Τριάδα πωλούνται. Τηλ. 525-668. <box>344 286 492 318</box>
classified-ad: ΖΗΤΕΙΤΑΙ γραφίστας. Τηλ. 227-072. <box>972 212 1135 223</box>
classified-ad: ΣΤΗΝ πόλη της Γαλάτιστας πωλείται οικόπεδο με δέντρα. Τηλ. 286-241. <box>344 1381 492 1413</box>
classified-ad: ΖΗΤΕΙΤΑΙ βοηθός φαρμακείου. Τηλ. 541-615. <box>972 435 1173 446</box>
classified-ad: ΖΗΤΟΥΝΤΑΙ πωλήτριες. Τηλ. 651-565. <box>972 380 1145 391</box>
classified-ad: ΖΗΤΟΥΝΤΑΙ μανικιούρ για κομμωτήριο. Τηλ. 231-068. <box>964 121 1183 142</box>
classified-ad: ΤΡΙΑΝΔΡΙΑ διαμέρισμα 62 τ.μ. 4ος όρ. 16 χλ. Τηλ. 237-959. <box>192 503 337 535</box>
classified-ad: ΕΝΟΙΚΙΑΖΟΝΤΑΙ διαμερίσματα. Τηλ. 845-270. <box>809 218 938 240</box>
classified-ad: ΔΙΑΜΕΡΙΣΜΑΤΑ Α. Τούμπα 80 και 100 τ.μ. πωλούνται. Τηλ. 525-668. <box>344 538 492 571</box>
classified-ad: ΠΩΛΟΥΝΤΑΙ κατοικίες σε όλη την περιοχή Αγίου Φανουρίου. Τηλ. 229-071. <box>344 954 492 986</box>
classified-ad: ΣΤΗΝ Καλλικράτεια πωλούνται οικόπεδα. Τηλ. 245-455. <box>499 696 647 728</box>
classified-ad: ΖΗΤΕΙΤΑΙ τεχνικός. Τηλ. 652-678. <box>809 1088 957 1109</box>
classified-ad: ΚΡΗΝΗ πωλείται διαμέρισμα 70 τ.μ. με κήπο. Τηλ. 730-788. <box>40 1414 185 1436</box>
ad-list <box>499 96 647 1242</box>
classified-ad: ΠΩΛΕΙΤΑΙ διαμέρισμα 125 τ.μ. στην οδό Λαγκαδά. Τηλ. 836-308. <box>40 1256 185 1288</box>
classified-ad: ΠΩΛΕΙΤΑΙ οικόπεδο 1.100 τ.μ. Τηλ. 534-077. <box>499 1221 647 1242</box>
ad-list <box>654 840 802 1147</box>
classified-ad: ΔΙΑΜΕΡΙΣΜΑΤΑ στους Αμπελοκήπους 100 τ.μ. πωλείται. Τηλ. 525-668. <box>344 250 492 282</box>
classified-ad: ΠΩΛΕΙΤΑΙ αγροτεμάχιο 18 στρ. Τηλ. 305-069. <box>499 1120 647 1141</box>
classified-ad: ΖΗΤΕΙΤΑΙ υπάλληλος. Τηλ. 652-678. <box>1189 426 1334 448</box>
classified-ad: ΠΩΛΕΙΤΑΙ μπουτίκ. Τηλ. 915-099. <box>654 778 802 799</box>
classified-ad: ΚΑΤΑΣΤΗΜΑ ημιυπόγειος χώρος 100 τ.μ. πωλείται. Τηλ. 525-668. <box>344 723 492 756</box>
classified-ad: ΠΩΛΟΥΝΤΑΙ διαμερίσματα Αγ. Σοφίας 54 τ.μ. Τηλ. 538-423. <box>192 1149 337 1181</box>
section-header-realestate: ΑΚΙΝΗΤΑ <box>47 305 179 335</box>
classified-ad: ΕΤΑΙΡΕΙΑ ζητεί αντιπρόσωπο για βόρεια Ελλάδα. Τηλ. 825-320. <box>809 787 957 819</box>
classified-ad: ΖΗΤΕΙΤΑΙ πωλήτρια. Τηλ. 536-123. <box>1189 477 1334 499</box>
classified-ad: ΧΑΡΙΛΑΟΥ διαμέρισμα φιλέρ. 90 τ.μ. 2ος όρ. 130 τ.μ. Τηλ. 237-959. <box>192 394 337 427</box>
classified-ad: ΑΝΩ Τούμπα διαμέρισμα 1.550.000 100 τ.μ. 2ος όρ. λουξ. Τηλ. 237-959. <box>192 189 337 221</box>
classified-ad: ΖΗΤΟΥΝΤΑΙ επειγόντως εκτάσεις για αγορά. Καλύτερες τιμές. Τηλ. 525-668. <box>344 467 492 499</box>
classified-ad: ΖΗΤΕΙΤΑΙ λογιστής με εμπειρία. Τηλ. 271-621. <box>809 823 957 844</box>
classified-ad: ΠΩΛΕΙΤΑΙ ψιλικατζίδικο. Τηλ. 231-067. <box>654 422 802 444</box>
classified-ad: ΠΩΛΕΙΤΑΙ στην Κάτω Τούμπα, επί της οδού Ανθέων, διαμέρισμα 80 τ.μ., 2ος όροφος. Τηλ. 271-131. <box>40 957 185 999</box>
classified-ad: ΙΣΟΓΕΙΟΝ διαμέρισμα 70 τ.μ. πωλείται στην οδό Λαγκαδά. Τηλ. 279-551. <box>40 1003 185 1035</box>
classified-ad: ΠΩΛΕΙΤΑΙ κατάστημα τροφίμων. Τηλ. 849-028. <box>654 626 802 647</box>
